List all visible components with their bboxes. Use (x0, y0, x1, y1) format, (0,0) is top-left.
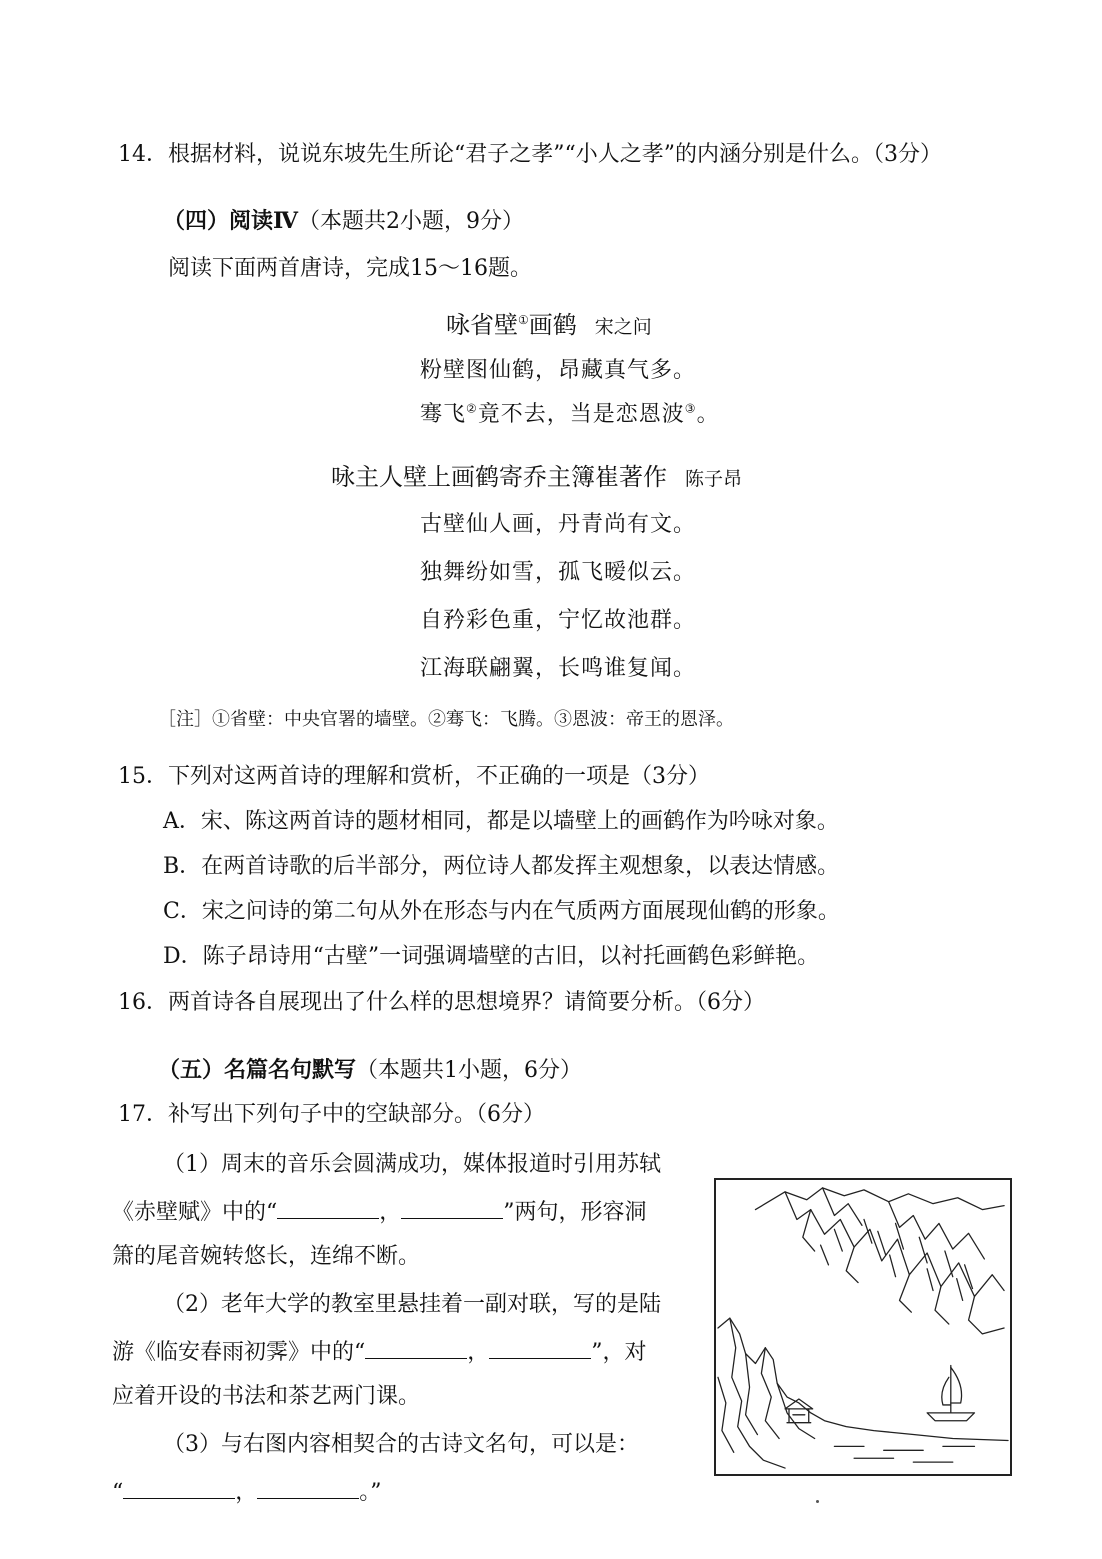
question-17-stem: 17．补写出下列句子中的空缺部分。（6分） (118, 1102, 545, 1127)
section-4-header (163, 206, 524, 237)
question-15-option-b: B．在两首诗歌的后半部分，两位诗人都发挥主观想象，以表达情感。 (163, 854, 840, 879)
poem-2-line-2: 独舞纷如雪，孤飞暧似云。 (420, 560, 697, 585)
poem-1-author: 宋之问 (594, 316, 652, 338)
q17-part2-line3: 应着开设的书法和茶艺两门课。 (112, 1384, 421, 1409)
poem-1-title-line (446, 310, 652, 342)
section-4-heading-note: （本题共2小题，9分） (297, 209, 524, 234)
q17-part2-line1: （2）老年大学的教室里悬挂着一副对联，写的是陆 (163, 1292, 661, 1317)
q17-part1-line3: 箫的尾音婉转悠长，连绵不断。 (112, 1244, 421, 1269)
question-15-option-a: A．宋、陈这两首诗的题材相同，都是以墙壁上的画鹤作为吟咏对象。 (163, 809, 839, 834)
poem-1-title: 咏省壁①画鹤 (446, 311, 577, 339)
section-5-heading-note: （本题共1小题，6分） (356, 1058, 583, 1083)
poem-2-line-4: 江海联翩翼，长鸣谁复闻。 (420, 656, 697, 681)
blank-6[interactable] (257, 1476, 359, 1499)
section-5-header (158, 1055, 582, 1086)
question-15-stem: 15．下列对这两首诗的理解和赏析，不正确的一项是（3分） (118, 764, 710, 789)
poem-2-line-3: 自矜彩色重，宁忆故池群。 (420, 608, 697, 633)
question-16: 16．两首诗各自展现出了什么样的思想境界？请简要分析。（6分） (118, 990, 765, 1015)
blank-3[interactable] (365, 1336, 467, 1359)
question-15-option-c: C．宋之问诗的第二句从外在形态与内在气质两方面展现仙鹤的形象。 (163, 899, 840, 924)
annotation-note: ［注］①省壁：中央官署的墙壁。②骞飞：飞腾。③恩波：帝王的恩泽。 (158, 709, 734, 730)
poem-2-title-line (331, 462, 742, 494)
section-5-heading: （五）名篇名句默写 (158, 1057, 357, 1083)
question-14: 14．根据材料，说说东坡先生所论“君子之孝”“小人之孝”的内涵分别是什么。（3分） (118, 142, 942, 167)
poem-2-author: 陈子昂 (685, 468, 743, 490)
poem-1-line-1: 粉壁图仙鹤，昂藏真气多。 (420, 358, 697, 383)
blank-5[interactable] (123, 1476, 235, 1499)
q17-part3-line2: “ ， 。” (112, 1476, 382, 1508)
blank-4[interactable] (489, 1336, 591, 1359)
section-4-heading: （四）阅读Ⅳ (163, 208, 298, 234)
q17-part2-line2: 游《临安春雨初霁》中的“ ， ”，对 (112, 1336, 647, 1368)
question-15-option-d: D．陈子昂诗用“古壁”一词强调墙壁的古旧，以衬托画鹤色彩鲜艳。 (163, 944, 820, 969)
landscape-sailboat-icon (716, 1180, 1010, 1474)
blank-2[interactable] (401, 1196, 503, 1219)
q17-part1-line1: （1）周末的音乐会圆满成功，媒体报道时引用苏轼 (163, 1152, 661, 1177)
landscape-illustration (714, 1178, 1012, 1476)
section-4-intro: 阅读下面两首唐诗，完成15～16题。 (168, 256, 532, 281)
q17-part3-line1: （3）与右图内容相契合的古诗文名句，可以是： (163, 1432, 639, 1457)
poem-2-line-1: 古壁仙人画，丹青尚有文。 (420, 512, 697, 537)
poem-1-line-2: 骞飞②竟不去，当是恋恩波③。 (420, 401, 720, 427)
q17-part1-line2: 《赤壁赋》中的“ ， ”两句，形容洞 (112, 1196, 647, 1228)
blank-1[interactable] (277, 1196, 379, 1219)
poem-2-title: 咏主人壁上画鹤寄乔主簿崔著作 (331, 463, 667, 491)
scan-speck (816, 1500, 819, 1503)
